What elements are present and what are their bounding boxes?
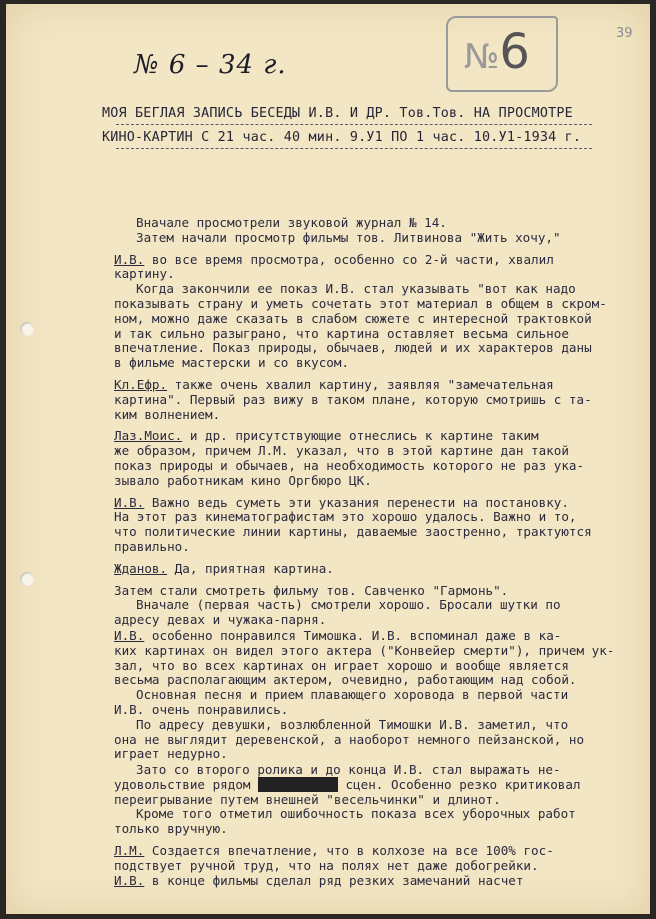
text-line: Затем стали смотреть фильму тов. Савченко "Гармонь".: [114, 582, 509, 598]
text-line: зывало работникам кино Оргбюро ЦК.: [114, 472, 372, 488]
text-line: играет недурно.: [114, 746, 228, 762]
text-line: Кроме того отметил ошибочность показа всех уборочных работ: [136, 806, 576, 822]
text-line: также очень хвалил картину, заявляя "замечательная: [167, 376, 554, 392]
paragraph-2: [114, 253, 634, 371]
punch-hole: [20, 572, 34, 586]
heading-rule: [116, 148, 592, 149]
text-line: ким волнением.: [114, 406, 221, 422]
text-line: и так сильно разыграно, что картина оставляет весьма сильное: [114, 325, 569, 341]
text-line: По адресу девушки, возлюбленной Тимошки И.В. заметил, что: [136, 716, 569, 732]
text-line: весьма располагающим актером, очевидно, работающим над собой.: [114, 672, 577, 688]
text-line: что политические линии картины, даваемые заостренно, трактуются: [114, 524, 592, 540]
document-heading: [102, 106, 622, 154]
struck-word: растянутых: [260, 776, 336, 792]
paragraph-5: [114, 496, 634, 555]
speaker-name: И.В.: [114, 494, 145, 510]
heading-line-1: МОЯ БЕГЛАЯ ЗАПИСЬ БЕСЕДЫ И.В. И ДР. Тов.Тов. НА ПРОСМОТРЕ: [102, 106, 573, 121]
text-line: удовольствие рядом: [114, 776, 259, 792]
text-line: И.В. очень понравились.: [114, 701, 289, 717]
text-line: показ природы и обычаев, на необходимость которого не раз ука-: [114, 457, 585, 473]
text-line: Да, приятная картина.: [167, 560, 334, 576]
text-line: Основная песня и прием плавающего хоровода в первой части: [136, 687, 569, 703]
handwritten-reference: № 6 – 34 г.: [134, 50, 287, 80]
text-line: особенно понравился Тимошка. И.В. вспоминал даже в ка-: [144, 627, 562, 643]
speaker-name: Л.М.: [114, 843, 145, 859]
speaker-name: И.В.: [114, 627, 145, 643]
heading-line-2: КИНО-КАРТИН С 21 час. 40 мин. 9.У1 ПО 1 час. 10.У1-1934 г.: [102, 130, 582, 145]
pencil-number: 6: [499, 24, 530, 80]
text-line: Когда закончили ее показ И.В. стал указывать "вот как надо: [136, 281, 576, 297]
text-line: и др. присутствующие отнеслись к картине таким: [182, 428, 539, 444]
pencil-prefix: №: [464, 37, 500, 77]
text-line: картину.: [114, 266, 175, 282]
speaker-name: И.В.: [114, 251, 145, 267]
text-line: переигрывание путем внешней "весельчинки" и длинот.: [114, 791, 501, 807]
heading-rule: [116, 124, 592, 125]
text-line: Вначале просмотрели звуковой журнал № 14.: [136, 215, 447, 230]
text-line: Зато со второго ролика и до конца И.В. стал выражать не-: [136, 762, 561, 778]
text-line: картина". Первый раз вижу в таком плане, которую смотришь с та-: [114, 391, 592, 407]
paragraph-10: [114, 844, 634, 888]
text-line: зал, что во всех картинах он играет хорошо и вообще является: [114, 657, 569, 673]
paragraph-7: [114, 584, 634, 628]
text-line: правильно.: [114, 538, 190, 554]
text-line: ких картинах он видел этого актера ("Конвейер смерти"), причем ук-: [114, 642, 615, 658]
document-page: [6, 4, 650, 914]
pencil-reference: [464, 24, 530, 80]
document-body: [114, 216, 634, 895]
text-line: Затем начали просмотр фильмы тов. Литвинова "Жить хочу,": [136, 229, 561, 245]
paragraph-9: [114, 763, 634, 837]
text-line: только вручную.: [114, 821, 228, 837]
paragraph-4: [114, 429, 634, 488]
punch-hole: [20, 322, 34, 336]
text-line: сцен. Особенно резко критиковал: [337, 776, 581, 792]
speaker-name: Жданов.: [114, 560, 168, 576]
speaker-name: Лаз.Моис.: [114, 428, 183, 444]
paragraph-3: [114, 378, 634, 422]
text-line: На этот раз кинематографистам это хорошо удалось. Важно и то,: [114, 509, 577, 525]
speaker-name: И.В.: [114, 872, 145, 888]
text-line: подствует ручной труд, что на полях нет даже добогрейки.: [114, 857, 539, 873]
text-line: Вначале (первая часть) смотрели хорошо. Бросали шутки по: [136, 597, 561, 613]
text-line: в конце фильмы сделал ряд резких замечаний насчет: [144, 872, 524, 888]
speaker-name: Кл.Ефр.: [114, 376, 168, 392]
text-line: адресу девах и чужака-парня.: [114, 612, 327, 628]
text-line: ном, можно даже сказать в слабом сюжете с интересной трактовкой: [114, 310, 592, 326]
page-number: 39: [616, 26, 633, 41]
text-line: в фильме мастерски и со вкусом.: [114, 355, 350, 371]
text-line: она не выглядит деревенской, а наоборот немного пейзанской, но: [114, 731, 585, 747]
text-line: во все время просмотра, особенно со 2-й части, хвалил: [144, 251, 554, 267]
paragraph-6: [114, 562, 634, 577]
paragraph-1: [114, 216, 634, 246]
text-line: Важно ведь суметь эти указания перенести на постановку.: [144, 494, 569, 510]
text-line: Создается впечатление, что в колхозе на все 100% гос-: [144, 843, 554, 859]
text-line: впечатление. Показ природы, обычаев, людей и их характеров даны: [114, 340, 592, 356]
text-line: показывать страну и уметь сочетать этот материал в общем в скром-: [114, 295, 607, 311]
paragraph-8: [114, 629, 634, 762]
text-line: же образом, причем Л.М. указал, что в этой картине дан такой: [114, 443, 569, 459]
